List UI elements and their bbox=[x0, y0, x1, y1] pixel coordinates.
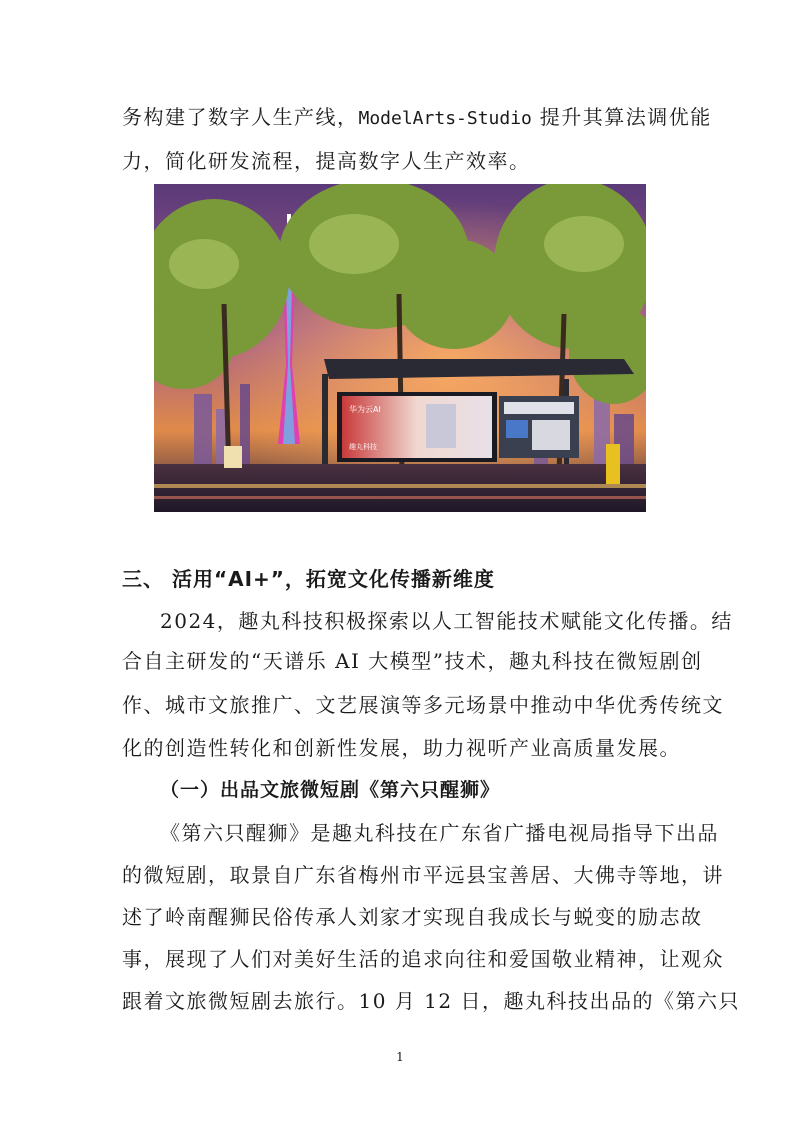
intro-text-b: 提升其算法调优能 bbox=[531, 105, 712, 129]
paragraph-line: 化的创造性转化和创新性发展，助力视听产业高质量发展。 bbox=[122, 736, 681, 760]
subheading: （一）出品文旅微短剧《第六只醒狮》 bbox=[160, 779, 501, 801]
paragraph-line: 述了岭南醒狮民俗传承人刘家才实现自我成长与蜕变的励志故 bbox=[122, 905, 703, 929]
intro-line-2: 力，简化研发流程，提高数字人生产效率。 bbox=[122, 149, 531, 173]
paragraph-line: 的微短剧，取景自广东省梅州市平远县宝善居、大佛寺等地，讲 bbox=[122, 863, 724, 887]
ad-text-2: 趣丸科技 bbox=[349, 443, 377, 451]
night-bus-stop-photo bbox=[154, 184, 646, 512]
ad-text-1: 华为云AI bbox=[349, 405, 381, 414]
intro-text-a: 务构建了数字人生产线， bbox=[122, 105, 359, 129]
intro-line-1 bbox=[122, 102, 712, 134]
paragraph-line: 合自主研发的“天谱乐 AI 大模型”技术，趣丸科技在微短剧创 bbox=[122, 649, 703, 673]
paragraph-line: 作、城市文旅推广、文艺展演等多元场景中推动中华优秀传统文 bbox=[122, 693, 724, 717]
paragraph-line: 跟着文旅微短剧去旅行。10 月 12 日，趣丸科技出品的《第六只 bbox=[122, 989, 740, 1013]
paragraph-line: 《第六只醒狮》是趣丸科技在广东省广播电视局指导下出品 bbox=[160, 821, 719, 845]
paragraph-line: 2024，趣丸科技积极探索以人工智能技术赋能文化传播。结 bbox=[160, 609, 733, 633]
page-number: 1 bbox=[396, 1050, 404, 1064]
intro-text-code: ModelArts-Studio bbox=[358, 108, 532, 129]
paragraph-line: 事，展现了人们对美好生活的追求向往和爱国敬业精神，让观众 bbox=[122, 947, 724, 971]
section-heading: 三、 活用“AI+”，拓宽文化传播新维度 bbox=[122, 567, 495, 591]
